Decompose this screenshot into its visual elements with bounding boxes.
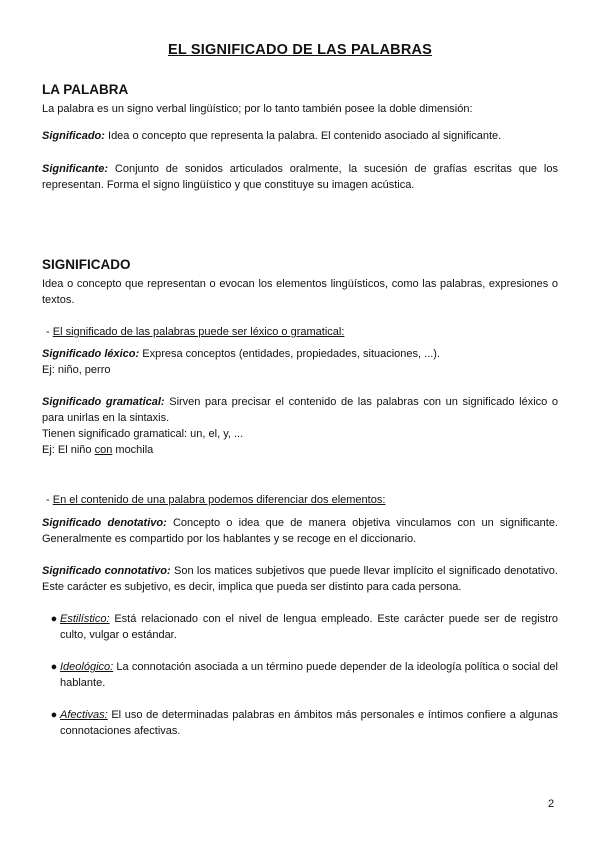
sub1-dash: -	[46, 326, 53, 338]
gramatical-ej-pre: Ej: El niño	[42, 444, 95, 456]
lexico-definition	[42, 346, 558, 362]
gramatical-definition	[42, 394, 558, 426]
afectivas-term: Afectivas:	[60, 709, 108, 721]
list-item-ideologico	[50, 659, 558, 691]
lexico-text: Expresa conceptos (entidades, propiedades, situaciones, ...).	[139, 348, 441, 360]
bullet-icon: ●	[50, 613, 58, 625]
gramatical-ej-con: con	[94, 444, 113, 456]
ideologico-text: La connotación asociada a un término puede depender de la ideología política o social del hablante.	[60, 661, 558, 689]
connotativo-text: Son los matices subjetivos que puede llevar implícito el significado denotativo. Este carácter es subjetivo, es decir, implica que pueda ser distinto para cada persona.	[42, 565, 558, 593]
significante-text: Conjunto de sonidos articulados oralmente, la sucesión de grafías escritas que los representan. Forma el signo lingüístico y que constituye su imagen acústica.	[42, 163, 558, 191]
denotativo-definition	[42, 515, 558, 547]
heading-significado: SIGNIFICADO	[42, 257, 131, 272]
gramatical-text: Sirven para precisar el contenido de las palabras con un significado léxico o para unirlas en la sintaxis.	[42, 396, 559, 424]
list-item-text	[60, 707, 558, 739]
list-item-text	[60, 659, 558, 691]
significado-definition	[42, 128, 558, 144]
connotativo-term: Significado connotativo:	[42, 565, 171, 577]
denotativo-text: Concepto o idea que de manera objetiva vinculamos con un significante. Generalmente es compartido por los hablantes y se recoge en el diccionario.	[42, 517, 558, 545]
afectivas-text: El uso de determinadas palabras en ámbitos más personales e íntimos confiere a algunas connotaciones afectivas.	[60, 709, 558, 737]
gramatical-tienen: Tienen significado gramatical: un, el, y, ...	[42, 428, 244, 440]
lexico-example: Ej: niño, perro	[42, 364, 111, 376]
subheading-dos-elementos	[46, 492, 385, 508]
significado-term: Significado:	[42, 130, 105, 142]
palabra-intro: La palabra es un signo verbal lingüístico; por lo tanto también posee la doble dimensión:	[42, 103, 473, 115]
ideologico-term: Ideológico:	[60, 661, 114, 673]
list-item-afectivas	[50, 707, 558, 739]
estilistico-term: Estilístico:	[60, 613, 110, 625]
document-title: EL SIGNIFICADO DE LAS PALABRAS	[167, 42, 433, 58]
gramatical-ej-post: mochila	[112, 444, 154, 456]
bullet-icon: ●	[50, 661, 58, 673]
sub1-text: El significado de las palabras puede ser léxico o gramatical:	[52, 326, 345, 338]
significante-definition	[42, 161, 558, 193]
significado-text: Idea o concepto que representa la palabra. El contenido asociado al significante.	[104, 130, 502, 142]
page-number: 2	[548, 798, 555, 810]
gramatical-term: Significado gramatical:	[42, 396, 165, 408]
bullet-icon: ●	[50, 709, 58, 721]
denotativo-term: Significado denotativo:	[42, 517, 167, 529]
sub2-dash: -	[46, 494, 53, 506]
subheading-lexico-gramatical	[46, 324, 344, 340]
connotativo-definition	[42, 563, 558, 595]
sub2-text: En el contenido de una palabra podemos diferenciar dos elementos:	[52, 494, 386, 506]
list-item-estilistico	[50, 611, 558, 643]
lexico-term: Significado léxico:	[42, 348, 140, 360]
heading-la-palabra: LA PALABRA	[42, 82, 129, 97]
significado-intro: Idea o concepto que representan o evocan los elementos lingüísticos, como las palabras, expresiones o textos.	[42, 278, 558, 306]
estilistico-text: Está relacionado con el nivel de lengua empleado. Este carácter puede ser de registro culto, vulgar o estándar.	[60, 613, 558, 641]
list-item-text	[60, 611, 558, 643]
gramatical-example	[42, 442, 558, 458]
significante-term: Significante:	[42, 163, 109, 175]
